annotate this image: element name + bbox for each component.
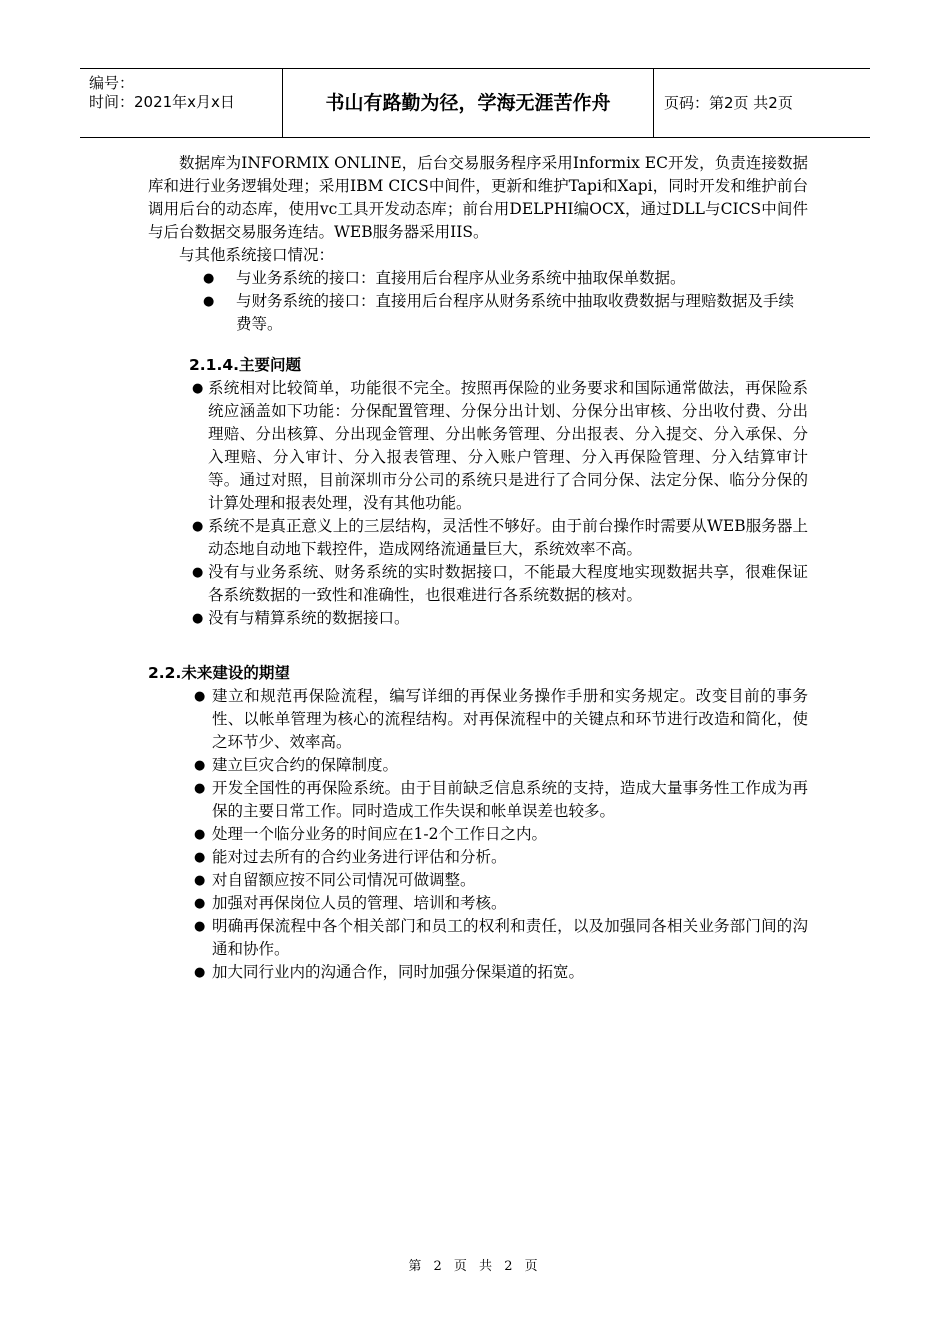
header-page-info: 页码：第2页 共2页 <box>664 94 793 112</box>
bullet-icon: ● <box>194 850 206 865</box>
list-item: ● 与财务系统的接口：直接用后台程序从财务系统中抽取收费数据与理赔数据及手续费等。 <box>203 292 795 333</box>
bullet-icon: ● <box>194 689 206 704</box>
interface-title: 与其他系统接口情况： <box>179 246 335 264</box>
page-header <box>80 68 870 138</box>
list-item: ● 系统相对比较简单，功能很不完全。按照再保险的业务要求和国际通常做法，再保险系统应涵盖如下功能：分保配置管理、分保分出计划、分保分出审核、分出收付费、分出理赔、分出核算、分出现金管理、分出帐务管理、分出报表、分入提交、分入承保、分入理赔、分入审计、分入报表管理、分入账户管理、分入再保险管理、分入结算审计等。通过对照，目前深圳市分公司的系统只是进行了合同分保、法定分保、临分分保的计算处理和报表处理，没有其他功能。 <box>192 379 808 512</box>
header-meta <box>80 69 283 137</box>
bullet-icon: ● <box>192 611 204 626</box>
number-label: 编号： <box>89 74 135 92</box>
interface-list <box>148 267 808 336</box>
list-item: ● 处理一个临分业务的时间应在1-2个工作日之内。 <box>148 823 808 846</box>
bullet-icon: ● <box>194 896 206 911</box>
list-item: ● 明确再保流程中各个相关部门和员工的权利和责任，以及加强同各相关业务部门间的沟通和协作。 <box>194 917 808 958</box>
list-item: ● 加大同行业内的沟通合作，同时加强分保渠道的拓宽。 <box>148 961 808 984</box>
bullet-icon: ● <box>192 519 204 534</box>
list-item: ● 没有与业务系统、财务系统的实时数据接口，不能最大程度地实现数据共享，很难保证各系统数据的一致性和准确性，也很难进行各系统数据的核对。 <box>192 563 808 604</box>
time-label: 时间：2021年x月x日 <box>89 93 235 111</box>
list-item: ● 加强对再保岗位人员的管理、培训和考核。 <box>148 892 808 915</box>
issues-list <box>148 377 808 630</box>
bullet-icon: ● <box>203 294 215 309</box>
section-heading-future: 2.2.未来建设的期望 <box>148 664 290 682</box>
page-footer: 第 2 页 共 2 页 <box>408 1259 542 1274</box>
list-item: ● 开发全国性的再保险系统。由于目前缺乏信息系统的支持，造成大量事务性工作成为再保的主要日常工作。同时造成工作失误和帐单误差也较多。 <box>194 779 808 820</box>
section-heading-main-issues: 2.1.4.主要问题 <box>189 356 302 374</box>
intro-paragraph: 数据库为INFORMIX ONLINE，后台交易服务程序采用Informix EC开发，负责连接数据库和进行业务逻辑处理；采用IBM CICS中间件，更新和维护Tapi和Xapi，同时开发和维护前台调用后台的动态库，使用vc工具开发动态库；前台用DELPHI编OCX，通过DLL与CICS中间件与后台数据交易服务连结。WEB服务器采用IIS。 <box>148 154 808 241</box>
list-item: ● 系统不是真正意义上的三层结构，灵活性不够好。由于前台操作时需要从WEB服务器上动态地自动地下载控件，造成网络流通量巨大，系统效率不高。 <box>192 517 808 558</box>
list-item: ● 建立巨灾合约的保障制度。 <box>148 754 808 777</box>
list-item: ● 与业务系统的接口：直接用后台程序从业务系统中抽取保单数据。 <box>148 267 808 290</box>
future-list <box>148 685 808 984</box>
list-item: ● 没有与精算系统的数据接口。 <box>148 607 808 630</box>
bullet-icon: ● <box>194 827 206 842</box>
bullet-icon: ● <box>194 873 206 888</box>
bullet-icon: ● <box>194 758 206 773</box>
list-item: ● 对自留额应按不同公司情况可做调整。 <box>148 869 808 892</box>
bullet-icon: ● <box>192 565 204 580</box>
list-item: ● 建立和规范再保险流程，编写详细的再保业务操作手册和实务规定。改变目前的事务性、以帐单管理为核心的流程结构。对再保流程中的关键点和环节进行改造和简化，使之环节少、效率高。 <box>194 687 808 751</box>
bullet-icon: ● <box>203 271 215 286</box>
bullet-icon: ● <box>194 965 206 980</box>
bullet-icon: ● <box>194 919 206 934</box>
bullet-icon: ● <box>194 781 206 796</box>
header-motto: 书山有路勤为径，学海无涯苦作舟 <box>283 69 654 137</box>
document-body <box>148 152 808 984</box>
list-item: ● 能对过去所有的合约业务进行评估和分析。 <box>148 846 808 869</box>
bullet-icon: ● <box>192 381 204 396</box>
